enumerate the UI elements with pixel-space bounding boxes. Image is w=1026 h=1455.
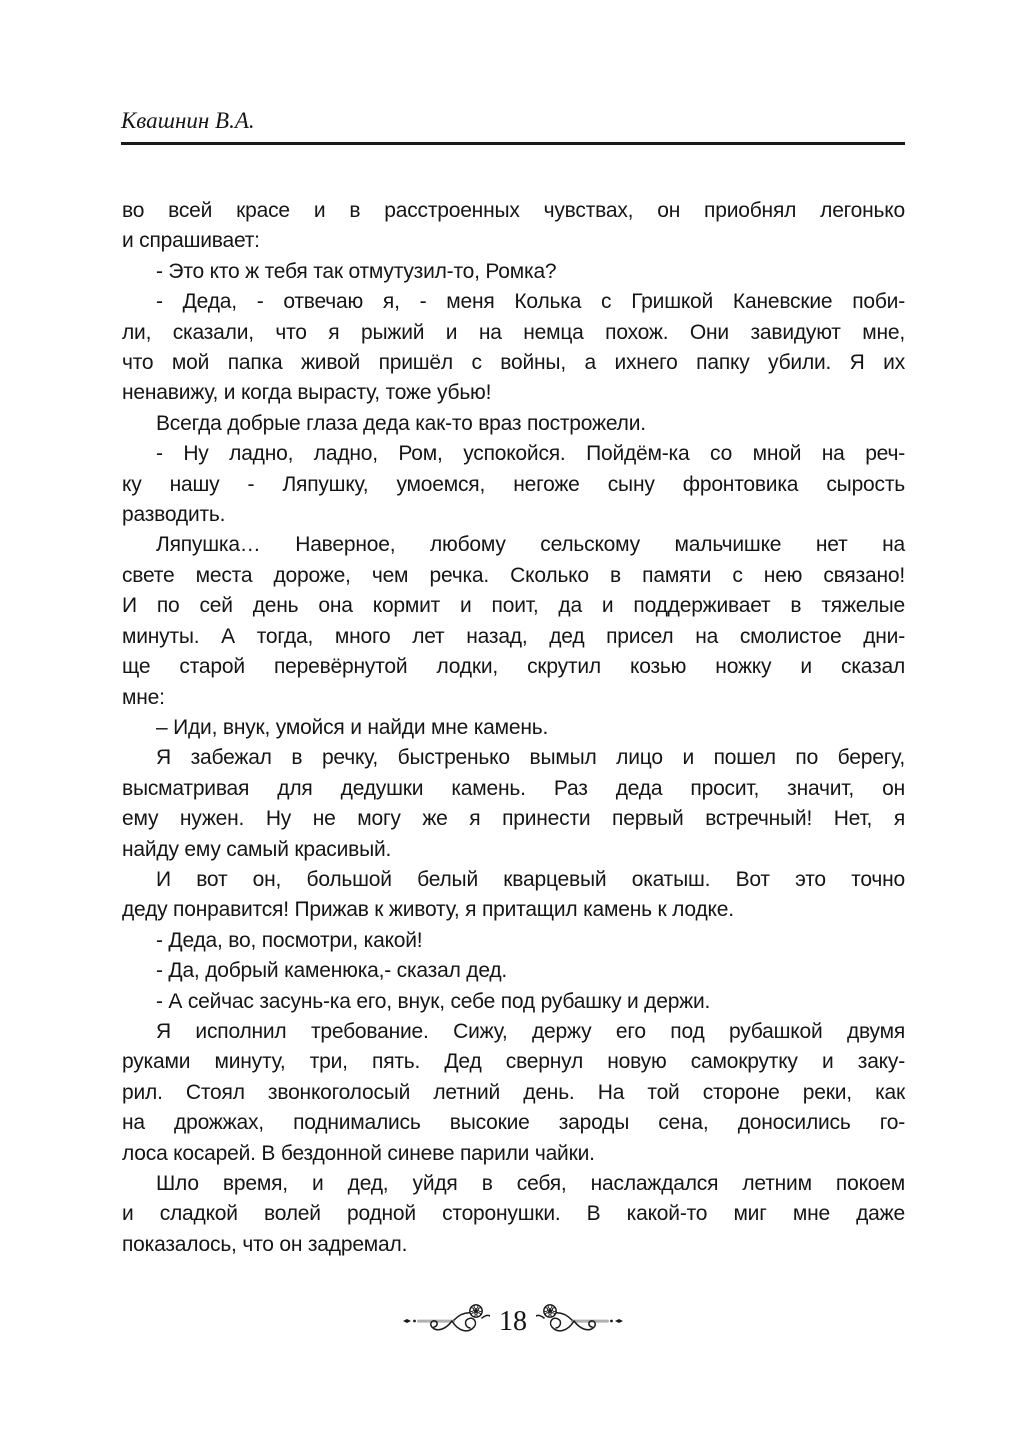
text-line: Я забежал в речку, быстренько вымыл лицо и пошел по берегу, (156, 746, 905, 770)
text-line: лоса косарей. В бездонной синеве парили чайки. (122, 1141, 595, 1165)
text-line: высматривая для дедушки камень. Раз деда просит, значит, он (122, 776, 905, 800)
text-line: Я исполнил требование. Сижу, держу его под рубашкой двумя (156, 1019, 905, 1043)
text-line: что мой папка живой пришёл с войны, а ихнего папку убили. Я их (122, 351, 905, 375)
rosette-icon (544, 1305, 556, 1318)
text-line: минуты. А тогда, много лет назад, дед присел на смолистое дни- (122, 624, 905, 648)
text-line: руками минуту, три, пять. Дед свернул новую самокрутку и заку- (122, 1050, 905, 1074)
text-line: - А сейчас засунь-ка его, внук, себе под рубашку и держи. (156, 989, 711, 1013)
floral-scroll-left-icon (402, 1300, 490, 1344)
text-line: - Да, добрый каменюка,- сказал дед. (156, 959, 508, 983)
floral-scroll-right-icon (536, 1300, 624, 1344)
text-line: найду ему самый красивый. (122, 837, 392, 861)
text-line: - Ну ладно, ладно, Ром, успокойся. Пойдём-ка со мной на реч- (156, 442, 905, 466)
text-line: мне: (122, 685, 165, 709)
text-line: ему нужен. Ну не могу же я принести первый встречный! Нет, я (122, 807, 905, 831)
text-line: рил. Стоял звонкоголосый летний день. На той стороне реки, как (122, 1080, 905, 1104)
page-number: 18 (499, 1306, 527, 1337)
text-line: Шло время, и дед, уйдя в себя, наслаждался летним покоем (156, 1172, 905, 1195)
rosette-icon (470, 1305, 482, 1318)
text-line: ненавижу, и когда вырасту, тоже убью! (122, 381, 492, 405)
body-text (122, 196, 905, 1260)
text-line: - Деда, во, посмотри, какой! (156, 928, 423, 952)
page-header (121, 108, 905, 145)
text-line: и сладкой волей родной сторонушки. В какой-то миг мне даже (122, 1202, 905, 1226)
text-line: Всегда добрые глаза деда как-то враз построжели. (156, 411, 646, 435)
text-line: показалось, что он задремал. (122, 1232, 408, 1256)
text-line: И вот он, большой белый кварцевый окатыш. Вот это точно (156, 867, 905, 891)
text-line: ку нашу - Ляпушку, умоемся, негоже сыну фронтовика сырость (122, 472, 905, 496)
text-line: - Это кто ж тебя так отмутузил-то, Ромка? (156, 259, 557, 283)
text-line: И по сей день она кормит и поит, да и поддерживает в тяжелые (122, 594, 905, 618)
text-line: на дрожжах, поднимались высокие зароды сена, доносились го- (122, 1111, 905, 1135)
text-line: ще старой перевёрнутой лодки, скрутил козью ножку и сказал (122, 655, 905, 679)
page-footer (0, 1298, 1026, 1346)
text-line: - Деда, - отвечаю я, - меня Колька с Гришкой Каневские поби- (156, 290, 905, 314)
text-line: разводить. (122, 503, 226, 527)
text-line: Ляпушка… Наверное, любому сельскому мальчишке нет на (156, 533, 905, 557)
text-line: и спрашивает: (122, 229, 260, 253)
text-line: во всей красе и в расстроенных чувствах, он приобнял легонько (122, 199, 905, 222)
text-line: – Иди, внук, умойся и найди мне камень. (156, 715, 549, 739)
text-line: ли, сказали, что я рыжий и на немца похож. Они завидуют мне, (122, 320, 905, 344)
text-line: деду понравится! Прижав к животу, я притащил камень к лодке. (122, 898, 734, 922)
text-line: свете места дороже, чем речка. Сколько в памяти с нею связано! (122, 563, 905, 587)
running-head-author: Квашнин В.А. (121, 108, 255, 133)
